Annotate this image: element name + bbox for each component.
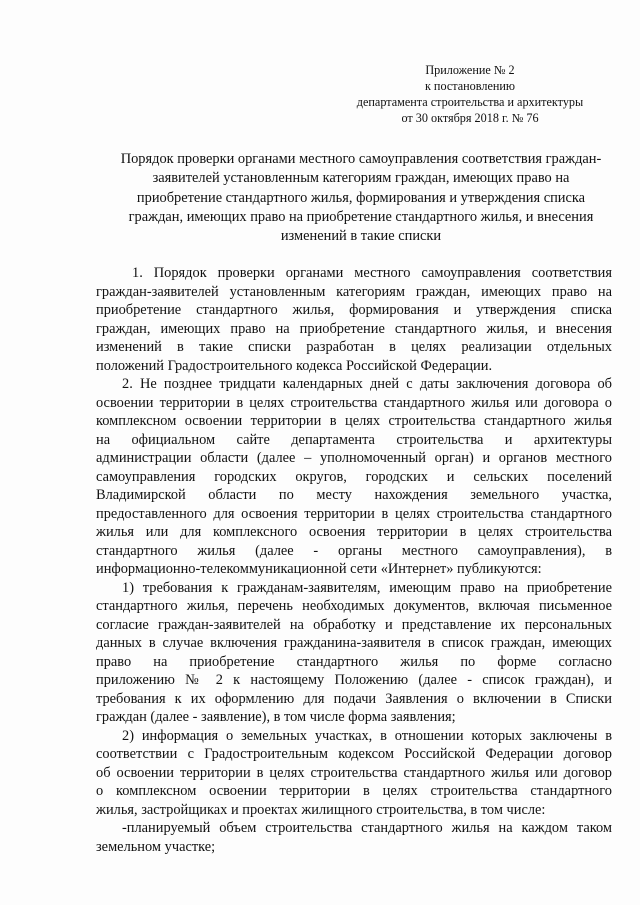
item-1-line: граждан (далее - заявление), в том числе форма заявления; (96, 709, 456, 725)
paragraph-1-line: граждан, имеющих право на приобретение стандартного жилья, и внесения (96, 320, 612, 337)
title-line: изменений в такие списки (280, 228, 442, 245)
item-1-line: стандартного жилья, перечень необходимых документов, включая письменное (96, 598, 612, 614)
appendix-department: департамента строительства и архитектуры (356, 95, 584, 109)
paragraph-2-line: предоставленного для освоения территории в целях строительства стандартного (96, 505, 612, 522)
paragraph-2-line: освоении территории в целях строительства стандартного жилья или договора о (96, 394, 612, 411)
title-line: приобретение стандартного жилья, формирования и утверждения списка (136, 189, 586, 206)
item-2-line: соответствии с Градостроительным кодексом Российской Федерации договор (96, 746, 612, 762)
paragraph-1-line: положений Градостроительного кодекса Российской Федерации. (96, 357, 493, 374)
sub-item-line: земельном участке; (96, 838, 216, 855)
paragraph-2-line: информационно-телекоммуникационной сети «Интернет» публикуются: (96, 561, 542, 577)
title-line: заявителей установленным категориям граждан, имеющих право на (152, 170, 570, 187)
item-2-line: об освоении территории в целях строительства стандартного жилья или договор (96, 764, 612, 781)
title-line: граждан, имеющих право на приобретение стандартного жилья, и внесения (128, 208, 594, 225)
paragraph-2-line: самоуправления городских округов, городских и сельских поселений (96, 468, 612, 485)
item-2-line: жилья, застройщиках и проектах жилищного строительства, в том числе: (96, 801, 546, 818)
paragraph-1-line: 1. Порядок проверки органами местного самоуправления соответствия (132, 265, 612, 281)
item-1-line: требования к их оформлению для подачи Заявления о включении в Списки (96, 690, 612, 707)
item-1-line: право на приобретение стандартного жилья по форме согласно (96, 653, 612, 670)
item-1-line: согласие граждан-заявителей на обработку и представление их персональных (96, 616, 612, 633)
paragraph-2-line: жилья или для комплексного освоения территории в целях строительства (96, 524, 612, 540)
item-1-line: приложению № 2 к настоящему Положению (далее - список граждан), и (96, 672, 612, 688)
paragraph-2-line: стандартного жилья (далее - органы местного самоуправления), в (96, 542, 612, 559)
item-2-line: о комплексном освоении территории в целях строительства стандартного (96, 783, 612, 799)
paragraph-2-line: Владимирской области по месту нахождения земельного участка, (96, 487, 612, 503)
paragraph-2-line: на официальном сайте департамента строительства и архитектуры (96, 431, 612, 448)
appendix-number: Приложение № 2 (425, 63, 515, 77)
paragraph-2-line: 2. Не позднее тридцати календарных дней с даты заключения договора об (122, 376, 612, 392)
paragraph-1-line: изменений в такие списки разработан в целях реализации отдельных (96, 339, 612, 355)
paragraph-1-line: приобретение стандартного жилья, формирования и утверждения списка (96, 302, 612, 318)
document-title (96, 150, 626, 246)
appendix-resolution-ref: к постановлению (424, 79, 516, 93)
item-1-line: данных в случае включения гражданина-заявителя в список граждан, имеющих (96, 635, 612, 651)
paragraph-1-line: граждан-заявителей установленным категориям граждан, имеющих право на (96, 283, 612, 300)
title-line: Порядок проверки органами местного самоуправления соответствия граждан- (120, 151, 602, 167)
appendix-header (330, 62, 610, 126)
document-body (96, 264, 612, 856)
item-1-line: 1) требования к гражданам-заявителям, имеющим право на приобретение (122, 579, 612, 596)
paragraph-2-line: комплексном освоении территории в целях строительства стандартного жилья (96, 413, 612, 429)
paragraph-2-line: администрации области (далее – уполномоченный орган) и органов местного (96, 450, 612, 466)
appendix-date: от 30 октября 2018 г. № 76 (401, 111, 539, 125)
item-2-line: 2) информация о земельных участках, в отношении которых заключены в (122, 727, 612, 744)
sub-item-line: -планируемый объем строительства стандартного жилья на каждом таком (122, 820, 612, 836)
